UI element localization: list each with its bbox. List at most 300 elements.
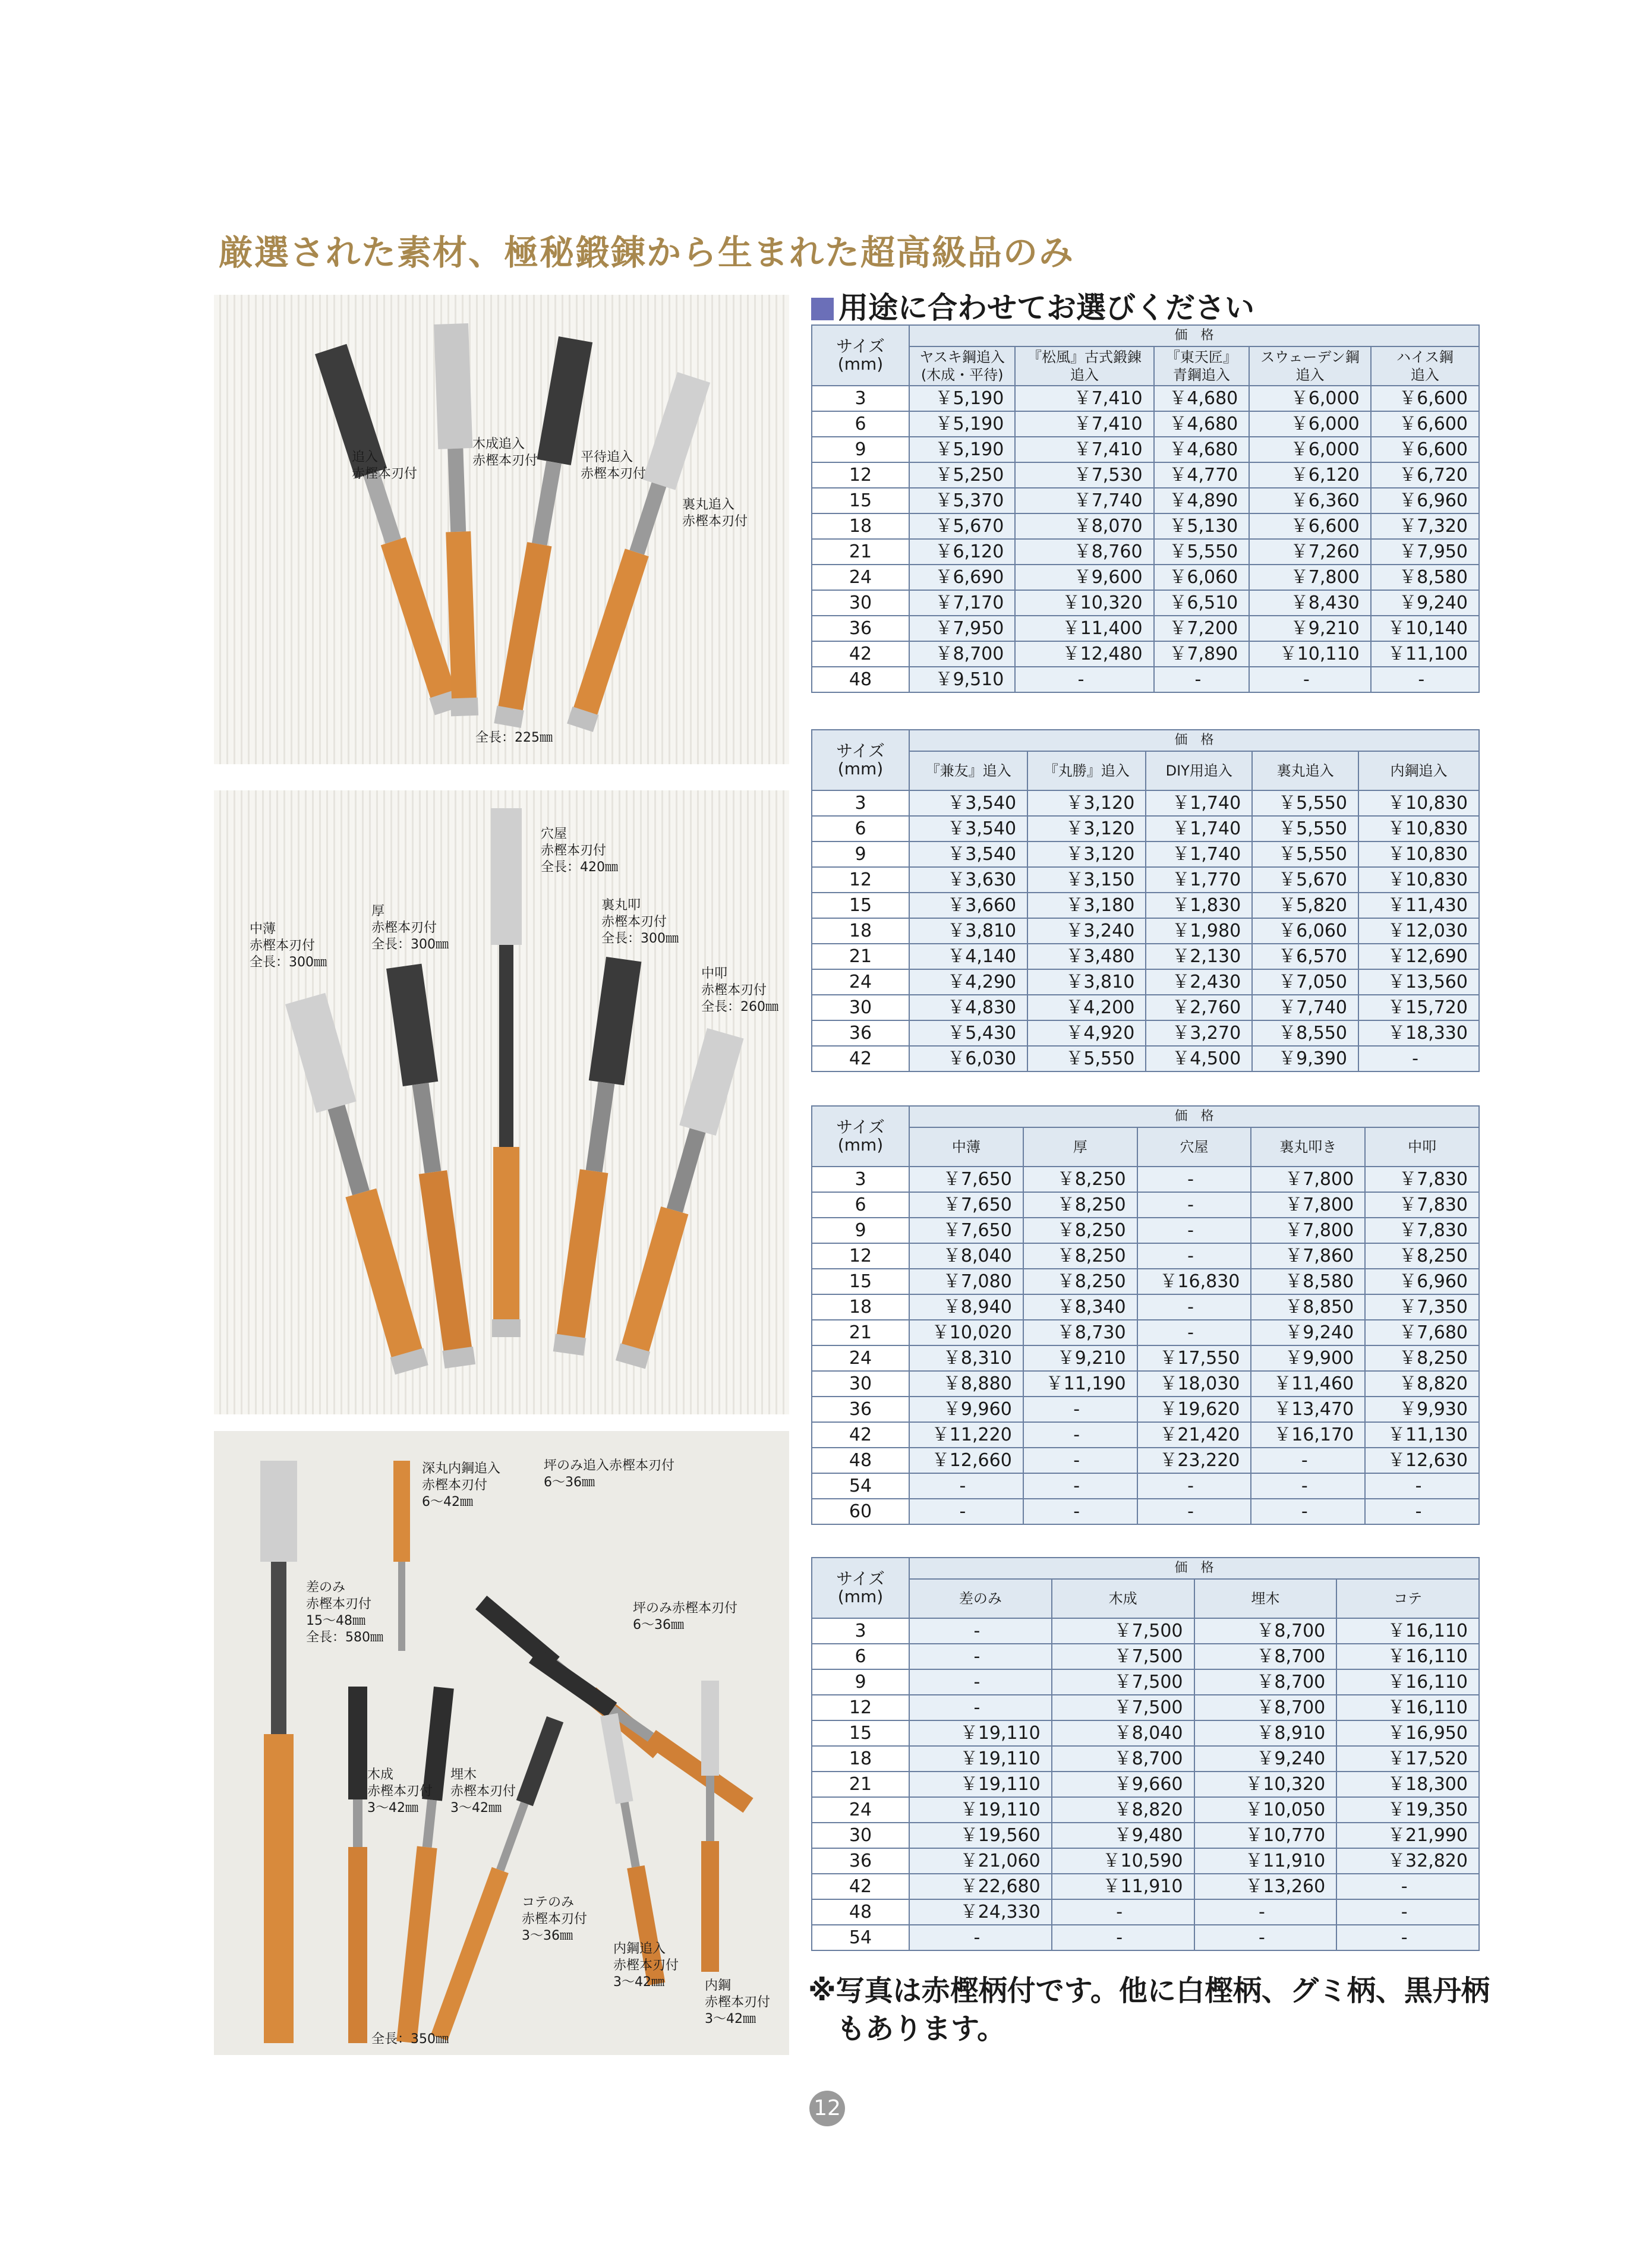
table-row [812,565,1479,590]
size-cell: 9 [812,1669,909,1695]
column-header: 埋木 [1194,1579,1337,1618]
price-cell: - [1336,1925,1479,1950]
price-cell: ￥3,810 [909,918,1027,944]
price-cell: ￥10,830 [1358,790,1479,816]
table-row [812,790,1479,816]
price-cell: ￥6,570 [1252,944,1358,969]
price-cell: ￥8,250 [1023,1243,1137,1269]
price-cell: ￥19,110 [909,1746,1052,1772]
price-cell: - [909,1925,1052,1950]
size-cell: 6 [812,411,909,437]
price-cell: ￥9,660 [1052,1772,1194,1797]
price-cell: ￥4,500 [1146,1046,1252,1071]
price-cell: ￥7,740 [1252,995,1358,1020]
price-cell: ￥6,060 [1154,565,1250,590]
price-cell: ￥7,860 [1251,1243,1365,1269]
size-cell: 21 [812,1772,909,1797]
size-cell: 36 [812,616,909,641]
table-row [812,918,1479,944]
price-cell: ￥7,650 [909,1192,1023,1218]
price-cell: - [1249,667,1370,692]
price-cell: ￥11,910 [1052,1874,1194,1899]
price-cell: ￥8,820 [1365,1371,1479,1397]
table-row [812,1218,1479,1243]
size-cell: 42 [812,1046,909,1071]
table-row [812,590,1479,616]
price-cell: - [1251,1448,1365,1473]
price-cell: ￥6,960 [1371,488,1479,513]
price-cell: ￥4,680 [1154,386,1250,411]
price-cell: - [1137,1192,1251,1218]
price-cell: ￥11,100 [1371,641,1479,667]
label-length: 全長：225㎜ [475,730,553,745]
price-cell: - [1371,667,1479,692]
price-cell: ￥13,560 [1358,969,1479,995]
price-cell: - [1137,1294,1251,1320]
price-cell: ￥8,910 [1194,1720,1337,1746]
price-cell: ￥7,320 [1371,513,1479,539]
price-table-4 [811,1557,1480,1951]
price-cell: ￥8,250 [1023,1192,1137,1218]
table-row [812,1320,1479,1345]
price-cell: ￥3,630 [909,867,1027,893]
price-cell: ￥12,630 [1365,1448,1479,1473]
price-cell: ￥8,070 [1015,513,1153,539]
price-cell: ￥21,060 [909,1848,1052,1874]
price-cell: ￥4,890 [1154,488,1250,513]
price-cell: ￥5,550 [1252,790,1358,816]
price-cell: ￥3,150 [1027,867,1146,893]
price-table-3 [811,1105,1480,1525]
column-header: ハイス鋼 追入 [1371,346,1479,386]
price-cell: ￥10,770 [1194,1823,1337,1848]
size-cell: 3 [812,1618,909,1644]
price-cell: ￥6,000 [1249,386,1370,411]
price-cell: - [1137,1167,1251,1192]
price-cell: ￥6,600 [1249,513,1370,539]
price-cell: ￥7,500 [1052,1695,1194,1720]
column-header: 木成 [1052,1579,1194,1618]
price-cell: ￥3,120 [1027,841,1146,867]
price-cell: - [909,1618,1052,1644]
price-cell: ￥7,680 [1365,1320,1479,1345]
label-anaya: 穴屋 赤樫本刃付 全長：420㎜ [541,827,618,875]
price-cell: ￥5,190 [909,437,1015,462]
price-cell: ￥8,700 [1052,1746,1194,1772]
size-cell: 30 [812,1371,909,1397]
label-nakatataki: 中叩 赤樫本刃付 全長：260㎜ [701,966,778,1014]
price-cell: ￥9,480 [1052,1823,1194,1848]
size-cell: 3 [812,1167,909,1192]
price-cell: - [909,1644,1052,1669]
label-fukamaru: 深丸内鋼追入 赤樫本刃付 6〜42㎜ [422,1461,501,1509]
column-header: ヤスキ鋼追入 (木成・平待) [909,346,1015,386]
price-cell: - [1023,1473,1137,1499]
price-cell: ￥8,700 [909,641,1015,667]
price-cell: ￥5,550 [1027,1046,1146,1071]
photo-oiire-chisels [214,295,789,764]
size-cell: 48 [812,1899,909,1925]
price-cell: ￥11,220 [909,1422,1023,1448]
table-row [812,1020,1479,1046]
table-row [812,1746,1479,1772]
size-header: サイズ (mm) [812,1106,909,1167]
price-cell: ￥8,310 [909,1345,1023,1371]
table-row [812,1669,1479,1695]
label-length: 全長：350㎜ [371,2032,449,2047]
price-header: 価 格 [909,1106,1479,1127]
price-cell: - [1251,1473,1365,1499]
price-cell: ￥7,410 [1015,437,1153,462]
price-cell: ￥6,600 [1371,411,1479,437]
price-cell: ￥32,820 [1336,1848,1479,1874]
column-header: 中薄 [909,1127,1023,1167]
price-cell: ￥11,190 [1023,1371,1137,1397]
price-cell: ￥4,680 [1154,411,1250,437]
size-cell: 9 [812,437,909,462]
table-row [812,816,1479,841]
price-cell: ￥8,730 [1023,1320,1137,1345]
table-row [812,1371,1479,1397]
size-cell: 6 [812,1192,909,1218]
price-cell: ￥8,250 [1365,1243,1479,1269]
price-cell: ￥8,250 [1023,1167,1137,1192]
price-cell: ￥7,410 [1015,411,1153,437]
price-cell: ￥8,250 [1023,1218,1137,1243]
size-cell: 60 [812,1499,909,1524]
table-row [812,1448,1479,1473]
size-cell: 15 [812,893,909,918]
column-header: 裏丸追入 [1252,751,1358,790]
photo-tataki-chisels [214,790,789,1414]
size-cell: 6 [812,1644,909,1669]
size-cell: 12 [812,867,909,893]
chisel-illustration [214,790,789,1414]
price-cell: ￥8,850 [1251,1294,1365,1320]
column-header: 穴屋 [1137,1127,1251,1167]
price-cell: ￥5,190 [909,386,1015,411]
label-sashinomi: 差のみ 赤樫本刃付 15〜48㎜ 全長：580㎜ [306,1580,383,1645]
label-uramaru-tataki: 裏丸叩 赤樫本刃付 全長：300㎜ [601,898,679,946]
table-row [812,1243,1479,1269]
size-cell: 30 [812,995,909,1020]
price-cell: ￥10,320 [1194,1772,1337,1797]
size-cell: 9 [812,841,909,867]
price-cell: ￥3,180 [1027,893,1146,918]
column-header: 裏丸叩き [1251,1127,1365,1167]
price-cell: ￥5,250 [909,462,1015,488]
size-header: サイズ (mm) [812,325,909,386]
price-cell: ￥12,480 [1015,641,1153,667]
price-cell: ￥9,210 [1249,616,1370,641]
table-row [812,1294,1479,1320]
price-cell: ￥6,360 [1249,488,1370,513]
price-cell: ￥19,560 [909,1823,1052,1848]
price-cell: - [1251,1499,1365,1524]
table-row [812,616,1479,641]
table-row [812,841,1479,867]
price-cell: ￥1,980 [1146,918,1252,944]
table-row [812,1695,1479,1720]
price-cell: ￥5,550 [1154,539,1250,565]
price-cell: ￥9,600 [1015,565,1153,590]
price-cell: ￥7,950 [1371,539,1479,565]
table-row [812,1618,1479,1644]
price-cell: ￥7,080 [909,1269,1023,1294]
table-row [812,437,1479,462]
price-cell: ￥12,030 [1358,918,1479,944]
table-row [812,1269,1479,1294]
size-cell: 30 [812,590,909,616]
price-cell: ￥7,170 [909,590,1015,616]
column-header: 中叩 [1365,1127,1479,1167]
price-cell: ￥7,830 [1365,1218,1479,1243]
label-uramaru-oiire: 裏丸追入 赤樫本刃付 [682,497,748,529]
table-row [812,1899,1479,1925]
price-cell: ￥12,690 [1358,944,1479,969]
size-cell: 15 [812,1269,909,1294]
price-cell: ￥11,130 [1365,1422,1479,1448]
price-cell: ￥10,020 [909,1320,1023,1345]
column-header: 『丸勝』追入 [1027,751,1146,790]
price-cell: ￥1,830 [1146,893,1252,918]
table-row [812,1797,1479,1823]
price-cell: ￥23,220 [1137,1448,1251,1473]
price-cell: ￥10,110 [1249,641,1370,667]
size-cell: 18 [812,918,909,944]
price-cell: ￥8,700 [1194,1695,1337,1720]
size-cell: 21 [812,944,909,969]
price-cell: ￥6,000 [1249,411,1370,437]
table-row [812,667,1479,692]
price-cell: ￥6,600 [1371,437,1479,462]
subhead-text: 用途に合わせてお選びください [838,291,1254,325]
price-cell: ￥4,140 [909,944,1027,969]
price-cell: ￥9,210 [1023,1345,1137,1371]
size-cell: 48 [812,1448,909,1473]
price-cell: - [1154,667,1250,692]
table-row [812,1499,1479,1524]
price-cell: - [1194,1899,1337,1925]
price-cell: ￥6,690 [909,565,1015,590]
price-cell: ￥9,240 [1371,590,1479,616]
table-row [812,1772,1479,1797]
page-number: 12 [809,2091,845,2126]
column-header: 『東天匠』 青鋼追入 [1154,346,1250,386]
price-cell: ￥16,110 [1336,1644,1479,1669]
price-cell: ￥5,130 [1154,513,1250,539]
table-row [812,969,1479,995]
table-row [812,995,1479,1020]
price-cell: ￥8,700 [1194,1618,1337,1644]
table-row [812,386,1479,411]
table-row [812,513,1479,539]
size-cell: 3 [812,386,909,411]
price-cell: ￥7,800 [1251,1218,1365,1243]
price-cell: ￥7,410 [1015,386,1153,411]
price-cell: ￥4,920 [1027,1020,1146,1046]
price-cell: - [1052,1925,1194,1950]
price-cell: ￥19,110 [909,1772,1052,1797]
size-cell: 24 [812,565,909,590]
price-cell: - [1023,1499,1137,1524]
size-cell: 9 [812,1218,909,1243]
price-cell: ￥7,650 [909,1218,1023,1243]
price-cell: ￥7,350 [1365,1294,1479,1320]
table-row [812,1397,1479,1422]
price-cell: ￥11,400 [1015,616,1153,641]
price-cell: ￥5,550 [1252,841,1358,867]
price-cell: ￥10,050 [1194,1797,1337,1823]
price-cell: ￥19,620 [1137,1397,1251,1422]
price-cell: - [1137,1320,1251,1345]
price-cell: ￥3,540 [909,841,1027,867]
price-cell: ￥5,820 [1252,893,1358,918]
price-cell: - [909,1499,1023,1524]
price-cell: ￥8,580 [1251,1269,1365,1294]
price-cell: - [1015,667,1153,692]
size-cell: 12 [812,462,909,488]
size-cell: 24 [812,1345,909,1371]
price-cell: ￥8,340 [1023,1294,1137,1320]
column-header: 厚 [1023,1127,1137,1167]
price-cell: ￥10,830 [1358,841,1479,867]
column-header: DIY用追入 [1146,751,1252,790]
price-cell: ￥1,770 [1146,867,1252,893]
chisel-illustration [214,1431,789,2055]
column-header: 差のみ [909,1579,1052,1618]
price-cell: ￥9,960 [909,1397,1023,1422]
price-cell: ￥8,550 [1252,1020,1358,1046]
price-cell: ￥16,830 [1137,1269,1251,1294]
price-cell: ￥7,830 [1365,1192,1479,1218]
size-cell: 18 [812,513,909,539]
price-cell: ￥5,550 [1252,816,1358,841]
size-cell: 12 [812,1243,909,1269]
table-row [812,1192,1479,1218]
table-row [812,944,1479,969]
price-cell: ￥10,590 [1052,1848,1194,1874]
size-cell: 18 [812,1746,909,1772]
price-table-1 [811,324,1480,693]
price-cell: ￥8,430 [1249,590,1370,616]
size-cell: 15 [812,1720,909,1746]
price-cell: ￥7,260 [1249,539,1370,565]
price-cell: ￥6,060 [1252,918,1358,944]
price-cell: - [909,1473,1023,1499]
label-atsu: 厚 赤樫本刃付 全長：300㎜ [371,904,449,952]
price-cell: ￥8,700 [1194,1669,1337,1695]
price-cell: - [1137,1473,1251,1499]
price-cell: ￥7,800 [1249,565,1370,590]
price-cell: ￥6,000 [1249,437,1370,462]
price-cell: - [1052,1899,1194,1925]
table-row [812,1422,1479,1448]
price-cell: ￥6,960 [1365,1269,1479,1294]
table-row [812,1644,1479,1669]
table-row [812,641,1479,667]
table-row [812,867,1479,893]
size-header: サイズ (mm) [812,1558,909,1618]
table-row [812,1848,1479,1874]
price-cell: ￥8,760 [1015,539,1153,565]
column-header: 『松風』古式鍛錬 追入 [1015,346,1153,386]
size-cell: 42 [812,1874,909,1899]
price-cell: ￥8,700 [1194,1644,1337,1669]
size-cell: 3 [812,790,909,816]
size-cell: 18 [812,1294,909,1320]
table-row [812,893,1479,918]
price-cell: ￥10,830 [1358,816,1479,841]
price-cell: - [909,1669,1052,1695]
table-row [812,1473,1479,1499]
price-cell: ￥8,250 [1365,1345,1479,1371]
label-kinari: 木成 赤樫本刃付 3〜42㎜ [367,1767,433,1816]
price-cell: ￥4,770 [1154,462,1250,488]
size-cell: 36 [812,1397,909,1422]
price-cell: ￥6,030 [909,1046,1027,1071]
price-cell: ￥13,470 [1251,1397,1365,1422]
price-cell: ￥3,660 [909,893,1027,918]
label-kinari-oiire: 木成追入 赤樫本刃付 [472,437,538,468]
price-cell: ￥6,120 [909,539,1015,565]
price-cell: - [1023,1397,1137,1422]
price-cell: ￥9,240 [1251,1320,1365,1345]
price-cell: ￥6,720 [1371,462,1479,488]
price-cell: ￥8,940 [909,1294,1023,1320]
price-cell: ￥7,500 [1052,1618,1194,1644]
price-cell: ￥21,990 [1336,1823,1479,1848]
label-tsubo-oiire: 坪のみ追入赤樫本刃付 6〜36㎜ [544,1458,675,1490]
price-cell: ￥7,950 [909,616,1015,641]
price-cell: ￥2,130 [1146,944,1252,969]
price-cell: ￥4,680 [1154,437,1250,462]
price-table-2 [811,729,1480,1072]
price-cell: ￥9,240 [1194,1746,1337,1772]
price-cell: ￥19,110 [909,1797,1052,1823]
size-cell: 36 [812,1848,909,1874]
price-cell: ￥7,500 [1052,1669,1194,1695]
price-cell: ￥4,290 [909,969,1027,995]
column-header: 内鋼追入 [1358,751,1479,790]
table-row [812,1823,1479,1848]
price-cell: ￥24,330 [909,1899,1052,1925]
price-cell: - [1365,1473,1479,1499]
price-cell: ￥22,680 [909,1874,1052,1899]
price-cell: - [1137,1499,1251,1524]
size-cell: 48 [812,667,909,692]
label-oiire: 追入 赤樫本刃付 [352,450,418,481]
size-cell: 21 [812,1320,909,1345]
price-cell: ￥16,110 [1336,1695,1479,1720]
price-cell: ￥3,270 [1146,1020,1252,1046]
size-cell: 54 [812,1473,909,1499]
table-row [812,462,1479,488]
table-row [812,488,1479,513]
price-cell: - [1336,1874,1479,1899]
price-cell: - [1023,1448,1137,1473]
price-cell: ￥11,430 [1358,893,1479,918]
price-cell: ￥8,040 [1052,1720,1194,1746]
price-cell: ￥10,320 [1015,590,1153,616]
price-cell: ￥19,350 [1336,1797,1479,1823]
price-cell: ￥16,170 [1251,1422,1365,1448]
price-cell: ￥7,650 [909,1167,1023,1192]
price-cell: ￥8,820 [1052,1797,1194,1823]
size-cell: 24 [812,969,909,995]
price-cell: ￥1,740 [1146,841,1252,867]
label-umeki: 埋木 赤樫本刃付 3〜42㎜ [450,1767,516,1816]
